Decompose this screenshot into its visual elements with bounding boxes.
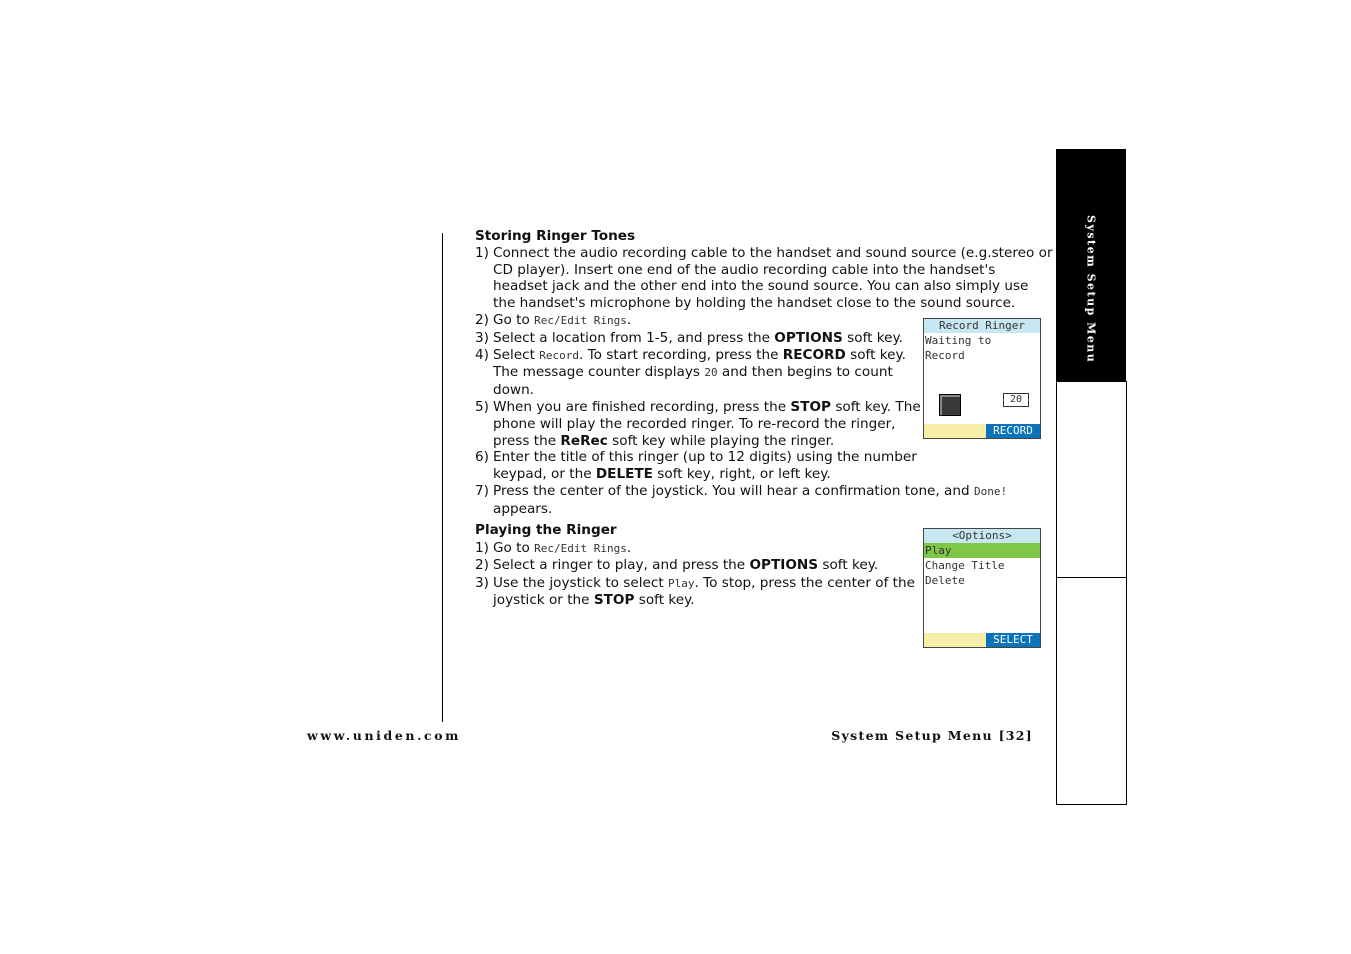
step-text: soft key. — [842, 329, 903, 346]
step — [475, 557, 923, 575]
step — [475, 540, 923, 558]
step-number: 4) — [475, 346, 489, 363]
softkey-bar — [924, 424, 1040, 438]
key-name: RECORD — [782, 346, 846, 363]
step-number: 1) — [475, 244, 489, 261]
step-text: soft key while playing the ringer. — [607, 432, 835, 449]
record-indicator-icon — [939, 394, 961, 416]
step-text: Go to — [493, 311, 535, 328]
key-name: STOP — [593, 592, 635, 609]
step-text: Select a ringer to play, and press the — [493, 557, 750, 574]
softkey-select: SELECT — [986, 633, 1040, 647]
step-text: Use the joystick to select — [493, 574, 669, 591]
step-text: soft key. The phone will play the recorded ringer. To re-record the ringer, press the — [493, 398, 921, 449]
step-number: 3) — [475, 329, 489, 346]
step — [475, 575, 923, 610]
step-text: appears. — [493, 500, 553, 517]
step — [475, 483, 1053, 518]
margin-rule — [442, 233, 443, 722]
message-counter: 20 — [1003, 393, 1029, 407]
record-ringer-screen — [923, 318, 1041, 439]
display-text: Done! — [973, 484, 1008, 498]
chapter-tab-empty — [1056, 381, 1127, 578]
step — [475, 449, 923, 483]
softkey-bar — [924, 633, 1040, 647]
key-name: STOP — [790, 398, 832, 415]
step-text: Press the center of the joystick. You will hear a confirmation tone, and — [493, 482, 974, 499]
screen-line: Record — [925, 349, 965, 362]
step-text: Enter the title of this ringer (up to 12 digits) using the number keypad, or the — [493, 449, 917, 483]
step-text: . To start recording, press the — [579, 346, 783, 363]
step — [475, 347, 923, 399]
menu-item-change-title: Change Title — [925, 559, 1005, 572]
step-text: . To stop, press the center of the joystick or the — [493, 574, 915, 609]
step-number: 5) — [475, 398, 489, 415]
step-text: Go to — [493, 539, 535, 556]
step-text: Connect the audio recording cable to the handset and sound source (e.g.stereo or CD player). Insert one end of the audio recording cable into the handset's headset jack and the other end into the sound source. You can also simply use the handset's microphone by holding the handset close to the sound source. — [493, 244, 1053, 312]
step-text: soft key. — [818, 557, 879, 574]
step-number: 2) — [475, 311, 489, 328]
step-text: and then begins to count down. — [493, 364, 893, 399]
step-text: soft key. — [634, 592, 695, 609]
step-number: 7) — [475, 482, 489, 499]
step-text: . — [626, 539, 632, 556]
key-name: OPTIONS — [749, 557, 819, 574]
screen-title: <Options> — [924, 529, 1040, 543]
step — [475, 312, 923, 330]
chapter-tab-label: System Setup Menu — [1084, 215, 1098, 364]
menu-item-delete: Delete — [925, 574, 965, 587]
step — [475, 245, 1053, 312]
step-number: 6) — [475, 449, 489, 466]
display-text: Play — [668, 576, 695, 590]
step-text: Select a location from 1-5, and press the — [493, 329, 775, 346]
step-text: Select — [493, 346, 540, 363]
menu-item-play: Play — [924, 543, 1040, 558]
section-heading: Storing Ringer Tones — [475, 228, 636, 244]
key-name: OPTIONS — [774, 329, 843, 346]
display-text: 20 — [704, 366, 718, 380]
step — [475, 399, 923, 449]
key-name: ReRec — [560, 432, 608, 449]
step-number: 1) — [475, 539, 489, 556]
display-text: Rec/Edit Rings — [534, 313, 627, 327]
display-text: Record — [539, 348, 580, 362]
step — [475, 330, 923, 347]
softkey-left — [924, 633, 986, 647]
display-text: Rec/Edit Rings — [534, 541, 627, 555]
step-text: soft key. The message counter displays — [493, 346, 906, 381]
key-name: DELETE — [595, 466, 653, 483]
screen-line: Waiting to — [925, 334, 992, 347]
section-heading: Playing the Ringer — [475, 522, 617, 538]
step-text: When you are finished recording, press the — [493, 398, 791, 415]
softkey-left — [924, 424, 986, 438]
options-screen — [923, 528, 1041, 648]
screen-title: Record Ringer — [924, 319, 1040, 333]
step-text: . — [626, 311, 632, 328]
chapter-tab-empty — [1056, 577, 1127, 805]
step-number: 3) — [475, 574, 489, 591]
step-number: 2) — [475, 557, 489, 574]
footer-page-label: System Setup Menu [32] — [831, 728, 1033, 743]
footer-website: www.uniden.com — [307, 728, 462, 743]
softkey-record: RECORD — [986, 424, 1040, 438]
step-text: soft key, right, or left key. — [652, 466, 831, 483]
